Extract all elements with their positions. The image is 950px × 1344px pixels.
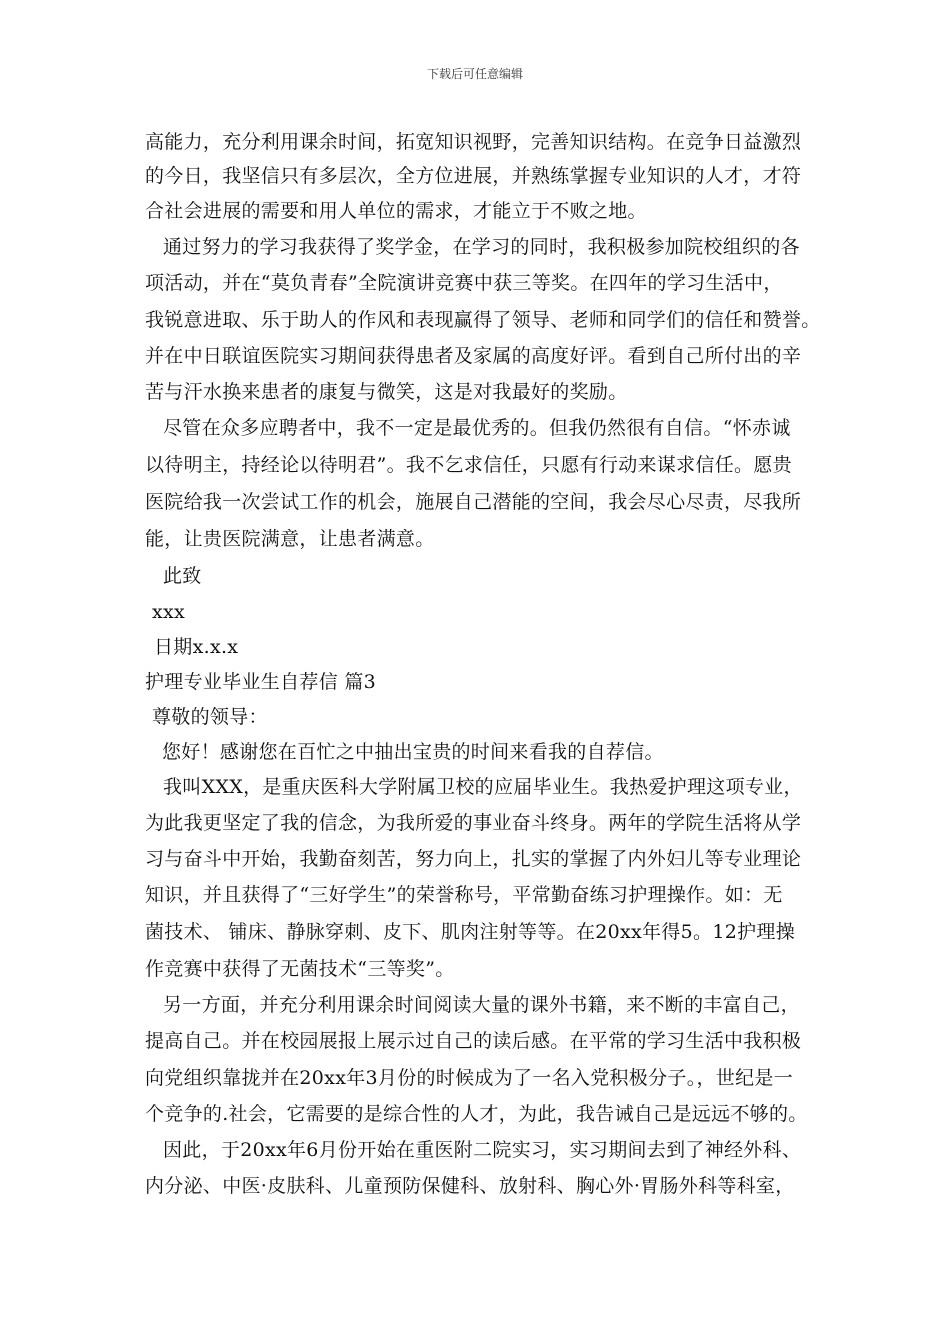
- body-line: 另一方面，并充分利用课余时间阅读大量的课外书籍，来不断的丰富自己，: [163, 994, 800, 1016]
- body-line: 菌技术、 铺床、静脉穿刺、皮下、肌肉注射等等。在20xx年得5。12护理操: [145, 921, 796, 943]
- body-line: 尽管在众多应聘者中，我不一定是最优秀的。但我仍然很有自信。“怀赤诚: [163, 417, 791, 439]
- salutation-line: 尊敬的领导：: [152, 706, 268, 728]
- body-line: 内分泌、中医·皮肤科、儿童预防保健科、放射科、胸心外·胃肠外科等科室，: [145, 1175, 795, 1197]
- closing-line: 此致: [163, 565, 202, 587]
- body-line: 提高自己。并在校园展报上展示过自己的读后感。在平常的学习生活中我积极: [145, 1030, 802, 1052]
- date-line: 日期x.x.x: [154, 636, 239, 658]
- body-line: 通过努力的学习我获得了奖学金，在学习的同时，我积极参加院校组织的各: [163, 236, 800, 258]
- body-line: 我叫XXX，是重庆医科大学附属卫校的应届毕业生。我热爱护理这项专业，: [163, 776, 803, 798]
- body-line: 作竞赛中获得了无菌技术“三等奖”。: [145, 958, 455, 980]
- body-line: 高能力，充分利用课余时间，拓宽知识视野，完善知识结构。在竞争日益激烈: [145, 131, 802, 153]
- body-line: 并在中日联谊医院实习期间获得患者及家属的高度好评。看到自己所付出的辛: [145, 345, 802, 367]
- body-line: 的今日，我坚信只有多层次，全方位进展，并熟练掌握专业知识的人才，才符: [145, 165, 802, 187]
- signature-line: xxx: [152, 601, 186, 623]
- body-line: 医院给我一次尝试工作的机会，施展自己潜能的空间，我会尽心尽责，尽我所: [145, 491, 802, 513]
- body-line: 向党组织靠拢并在20xx年3月份的时候成为了一名入党积极分子。，世纪是一: [145, 1067, 793, 1089]
- body-line: 能，让贵医院满意，让患者满意。: [145, 528, 435, 550]
- body-line: 习与奋斗中开始，我勤奋刻苦，努力向上，扎实的掌握了内外妇儿等专业理论: [145, 848, 802, 870]
- body-line: 以待明主，持经论以待明君”。我不乞求信任，只愿有行动来谋求信任。愿贵: [145, 454, 792, 476]
- page-header: 下载后可任意编辑: [426, 67, 523, 81]
- body-line: 合社会进展的需要和用人单位的需求，才能立于不败之地。: [145, 200, 647, 222]
- body-line: 个竞争的.社会，它需要的是综合性的人才，为此，我告诫自己是远远不够的。: [145, 1103, 808, 1125]
- body-line: 知识，并且获得了“三好学生”的荣誉称号，平常勤奋练习护理操作。如：无: [145, 884, 783, 906]
- section-title: 护理专业毕业生自荐信 篇3: [145, 671, 377, 693]
- body-line: 您好！感谢您在百忙之中抽出宝贵的时间来看我的自荐信。: [162, 741, 664, 763]
- body-line: 我锐意进取、乐于助人的作风和表现赢得了领导、老师和同学们的信任和赞誉。: [145, 309, 821, 331]
- body-line: 为此我更坚定了我的信念，为我所爱的事业奋斗终身。两年的学院生活将从学: [145, 812, 802, 834]
- body-line: 苦与汗水换来患者的康复与微笑，这是对我最好的奖励。: [145, 381, 628, 403]
- body-line: 项活动，并在“莫负青春”全院演讲竞赛中获三等奖。在四年的学习生活中，: [145, 272, 783, 294]
- body-line: 因此，于20xx年6月份开始在重医附二院实习，实习期间去到了神经外科、: [163, 1139, 802, 1161]
